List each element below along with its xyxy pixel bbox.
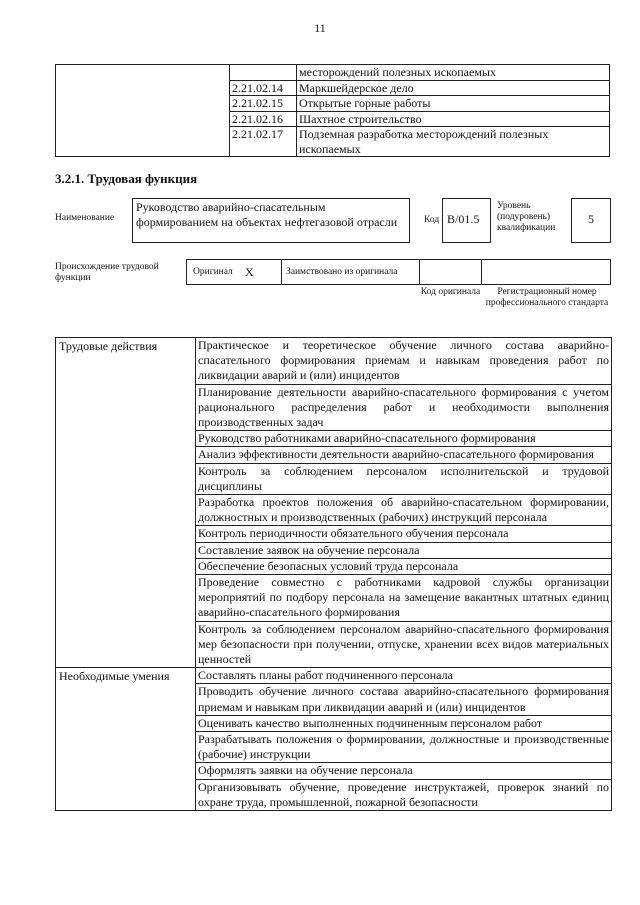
blank-cell [56, 127, 230, 157]
code-original-cell [419, 259, 482, 285]
borrowed-label: Заимствовано из оригинала [286, 267, 398, 277]
list-item: Обеспечение безопасных условий труда персонала [196, 558, 612, 574]
code-value: B/01.5 [447, 212, 480, 226]
table-row [56, 127, 610, 157]
reg-number-label: Регистрационный номер профессионального стандарта [485, 287, 609, 308]
original-cell [186, 259, 282, 285]
name-cell: Подземная разработка месторождений полезных ископаемых [297, 127, 610, 157]
list-item: Разрабатывать положения о формировании, должностные и производственные (рабочие) инструкции [196, 732, 612, 763]
table-row [56, 668, 612, 684]
list-item: Оценивать качество выполненных подчиненным персоналом работ [196, 715, 612, 731]
table-row [56, 338, 612, 385]
list-item: Контроль за соблюдением персоналом исполнительской и трудовой дисциплины [196, 463, 612, 494]
name-cell: Маркшейдерское дело [297, 80, 610, 96]
table-row [56, 65, 610, 81]
group-header: Необходимые умения [56, 668, 196, 811]
code-cell: 2.21.02.15 [230, 96, 297, 112]
list-item: Разработка проектов положения об аварийно-спасательном формировании, должностных и производственных (рабочих) инструкций персонала [196, 495, 612, 526]
table-row [56, 80, 610, 96]
code-cell: 2.21.02.16 [230, 111, 297, 127]
table-row [56, 111, 610, 127]
page-number: 11 [314, 21, 326, 35]
name-cell: Открытые горные работы [297, 96, 610, 112]
list-item: Составление заявок на обучение персонала [196, 542, 612, 558]
borrowed-cell [281, 259, 420, 285]
reg-number-cell [481, 259, 611, 285]
code-cell: 2.21.02.14 [230, 80, 297, 96]
blank-cell [56, 80, 230, 96]
blank-cell [56, 96, 230, 112]
code-cell: 2.21.02.17 [230, 127, 297, 157]
code-cell [230, 65, 297, 81]
list-item: Планирование деятельности аварийно-спасательного формирования с учетом рационального распределения работ и необходимости выполнения производственных задач [196, 384, 612, 431]
original-label: Оригинал [193, 267, 233, 277]
list-item: Анализ эффективности деятельности аварийно-спасательного формирования [196, 447, 612, 463]
level-box [571, 198, 611, 243]
function-details-table [55, 337, 612, 811]
original-mark: X [245, 265, 254, 279]
origin-label: Происхождение трудовой функции [55, 262, 159, 283]
list-item: Составлять планы работ подчиненного персонала [196, 668, 612, 684]
list-item: Практическое и теоретическое обучение личного состава аварийно-спасательного формирования приемам и навыкам проведения работ по ликвидации аварий и (или) инцидентов [196, 338, 612, 385]
table-row [56, 96, 610, 112]
code-original-label: Код оригинала [420, 287, 481, 297]
list-item: Проводить обучение личного состава аварийно-спасательного формирования приемам и навыкам при ликвидации аварий и (или) инцидентов [196, 684, 612, 715]
group-header: Трудовые действия [56, 338, 196, 668]
blank-cell [56, 111, 230, 127]
list-item: Руководство работниками аварийно-спасательного формирования [196, 431, 612, 447]
level-value: 5 [588, 212, 594, 226]
level-label: Уровень (подуровень) квалификации [497, 201, 556, 233]
specialty-codes-table [55, 64, 610, 157]
name-cell: Шахтное строительство [297, 111, 610, 127]
blank-cell [56, 65, 230, 81]
name-label: Наименование [55, 213, 115, 223]
list-item: Оформлять заявки на обучение персонала [196, 763, 612, 779]
section-title: 3.2.1. Трудовая функция [55, 171, 198, 186]
function-name-box [132, 198, 410, 243]
list-item: Контроль периодичности обязательного обучения персонала [196, 526, 612, 542]
function-name-value: Руководство аварийно-спасательным формированием на объектах нефтегазовой отрасли [136, 200, 398, 229]
code-label: Код [424, 215, 440, 225]
list-item: Проведение совместно с работниками кадровой службы организации мероприятий по подбору персонала на замещение вакантных штатных единиц аварийно-спасательного формирования [196, 575, 612, 622]
list-item: Организовывать обучение, проведение инструктажей, проверок знаний по охране труда, промышленной, пожарной безопасности [196, 779, 612, 810]
code-box [442, 198, 491, 243]
name-cell: месторождений полезных ископаемых [297, 65, 610, 81]
list-item: Контроль за соблюдением персоналом аварийно-спасательного формирования мер безопасности при получении, отпуске, хранении всех видов материальных ценностей [196, 621, 612, 668]
